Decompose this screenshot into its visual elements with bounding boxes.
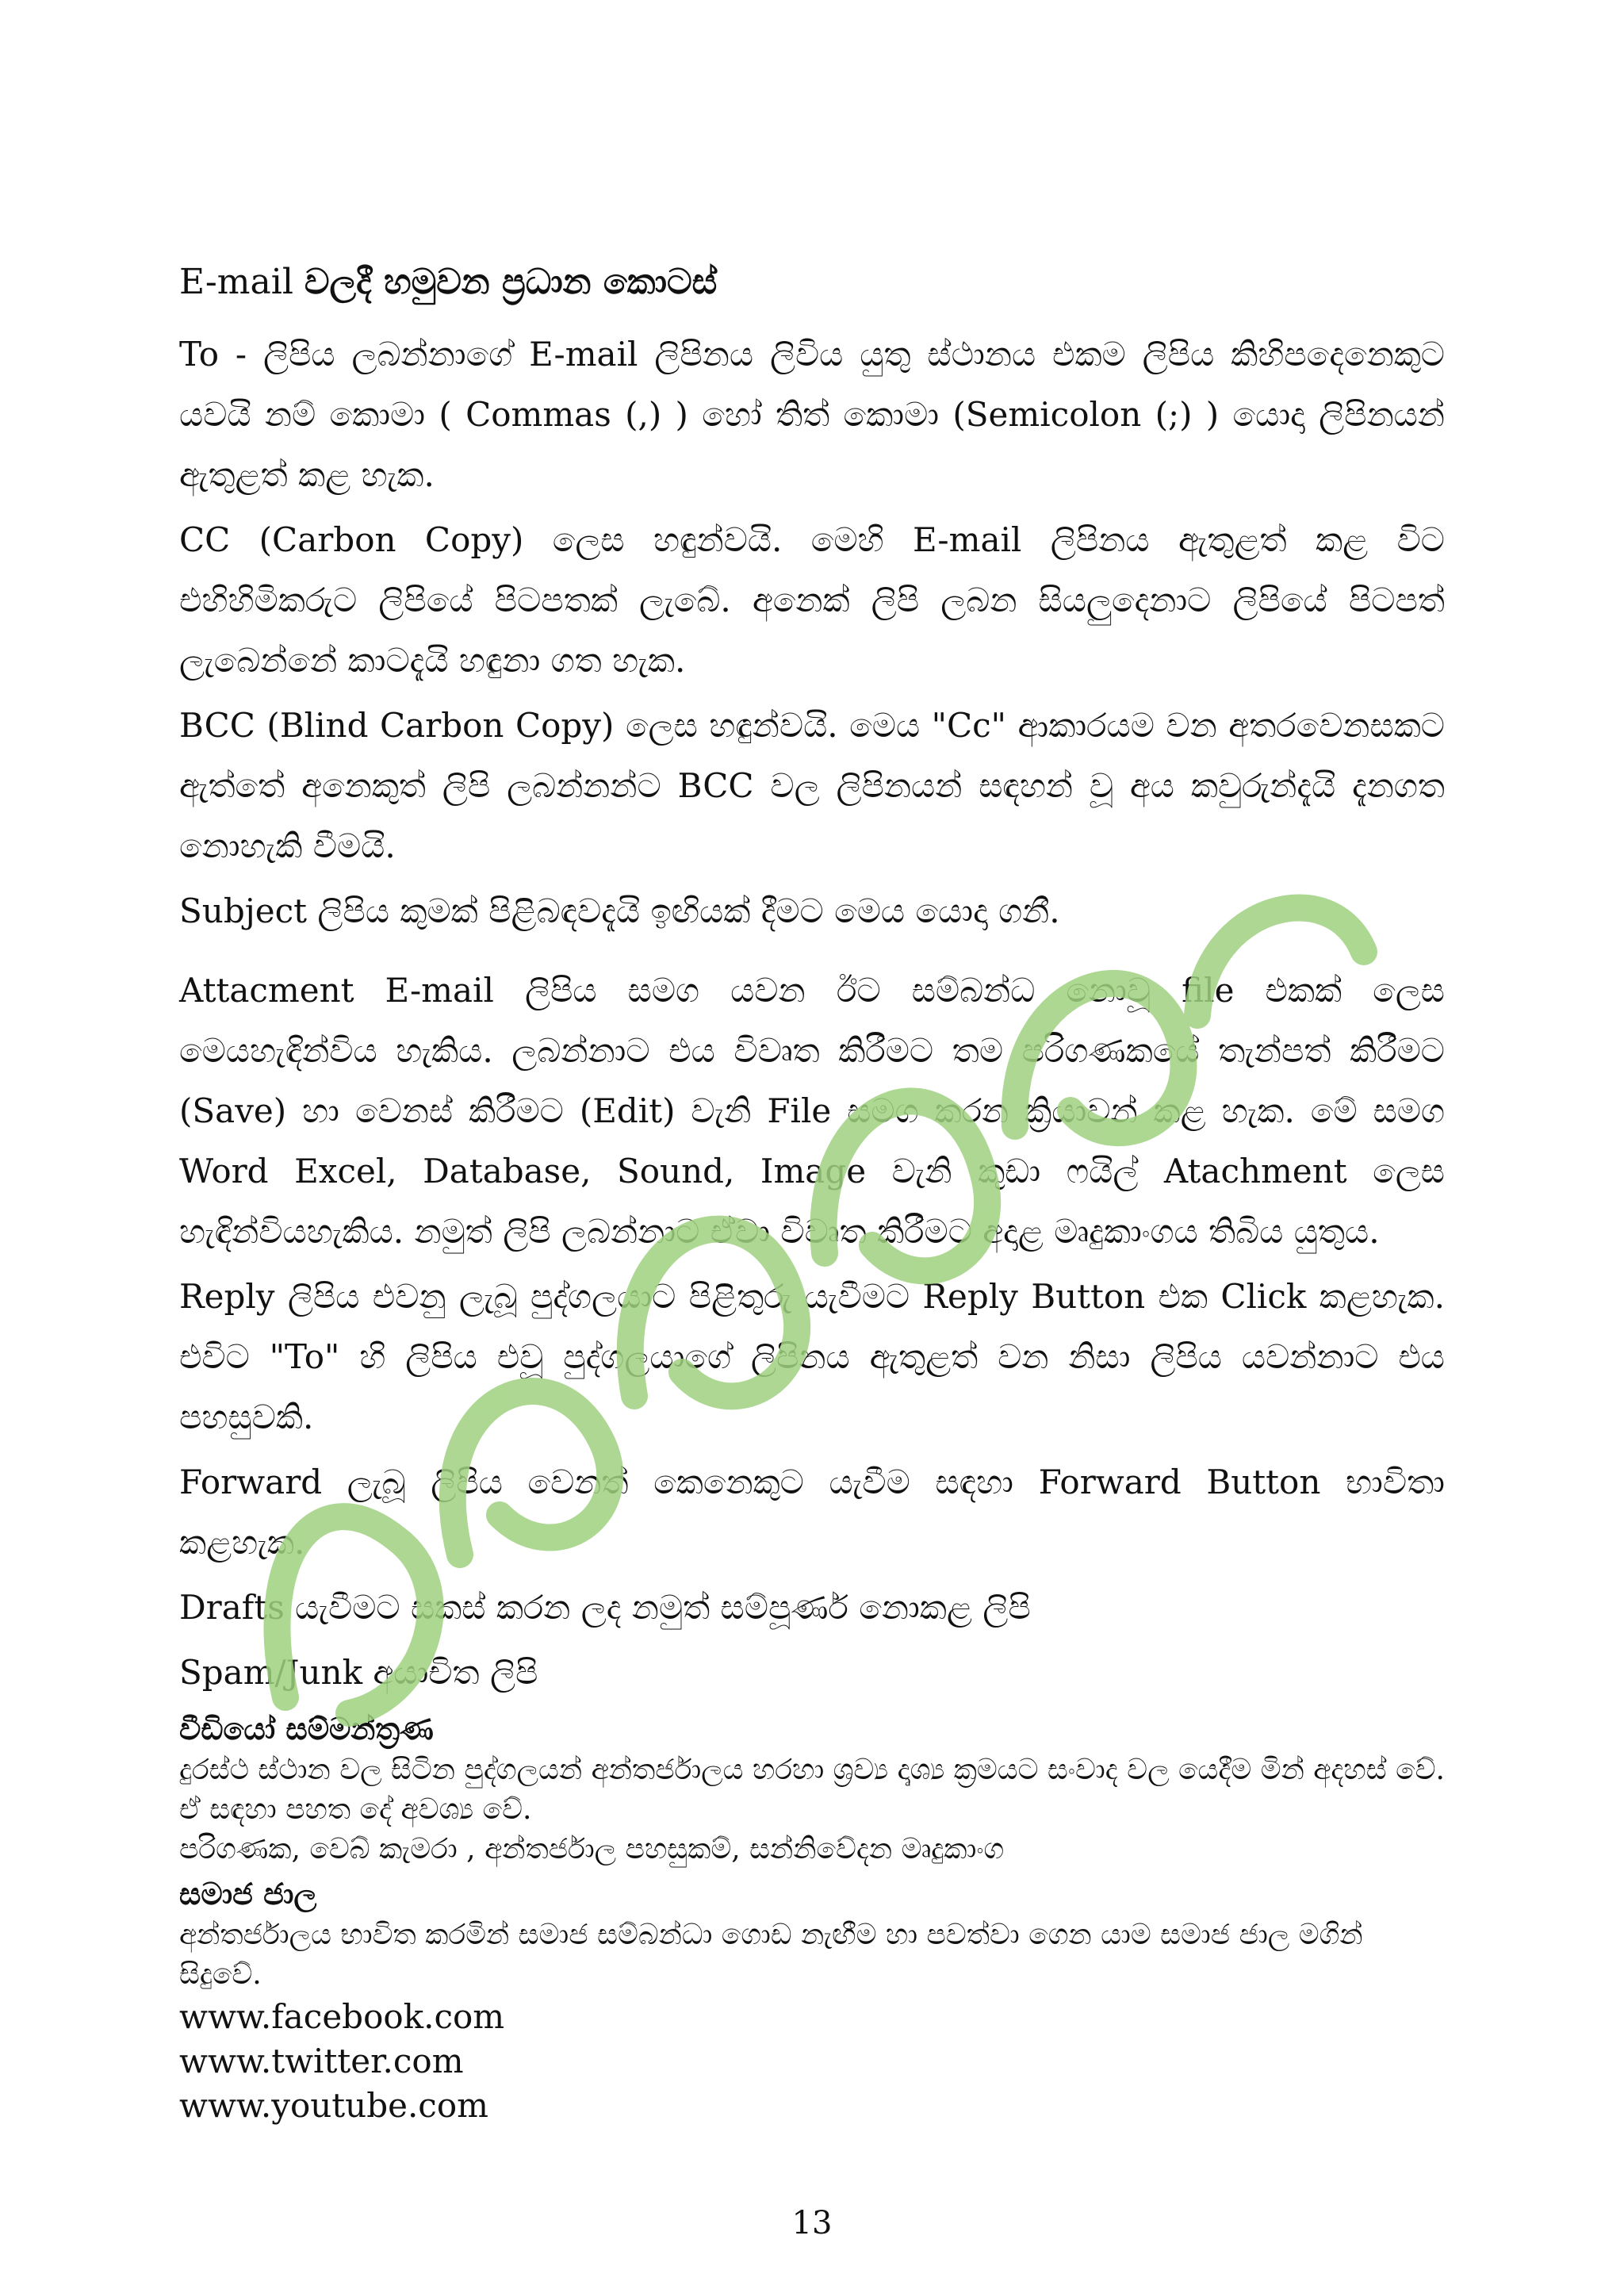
url-twitter: www.twitter.com	[179, 2042, 464, 2080]
paragraph-drafts: Drafts යැවීමට සකස් කරන ලද නමුත් සම්පූර්ණ නොකළ ලිපි	[179, 1588, 1031, 1627]
section-title-video-conference: වීඩියෝ සම්මන්ත්‍රණ	[179, 1711, 434, 1747]
page-number: 13	[791, 2205, 833, 2241]
paragraph-cc: CC (Carbon Copy) ලෙස හඳුන්වයි. මෙහි E-mail ලිපිනය ඇතුළත් කළ විට එහිහිමිකරුට ලිපියේ පිටපතක් ලැබේ. අනෙක් ලිපි ලබන සියලුදෙනාට ලිපියේ පිටපත් ලැබෙන්නේ කාටදැයි හඳුනා ගත හැක.	[179, 520, 1445, 680]
url-youtube: www.youtube.com	[179, 2086, 488, 2125]
section-line: පරිගණක, වෙබ් කැමරා , අන්තර්ජාල පහසුකම්, සන්නිවේදන මෘදුකාංග	[179, 1833, 1005, 1865]
paragraph-forward: Forward ලැබූ ලිපිය වෙනත් කෙනෙකුට යැවීම සඳහා Forward Button භාවිතා කළහැක.	[179, 1463, 1445, 1562]
paragraph-bcc: BCC (Blind Carbon Copy) ලෙස හඳුන්වයි. මෙය "Cc" ආකාරයම වන අතරවෙනසකට ඇත්තේ අනෙකුත් ලිපි ලබන්නන්ට BCC වල ලිපිනයන් සඳහන් වූ අය කවුරුන්දැයි දැනගත නොහැකි වීමයි.	[179, 706, 1445, 865]
heading-title: වලදී හමුවන ප්‍රධාන කොටස්	[304, 262, 718, 302]
section-line: අන්තර්ජාලය භාවිත කරමින් සමාජ සම්බන්ධා ගොඩ නැඟීම හා පවත්වා ගෙන යාම සමාජ ජාල මගින් සිදුවේ.	[179, 1919, 1363, 1991]
url-facebook: www.facebook.com	[179, 1997, 505, 2036]
page-heading	[179, 262, 1445, 302]
paragraph-subject: Subject ලිපිය කුමක් පිළිබඳවදැයි ඉඟියක් දීමට මෙය යොදා ගනී.	[179, 892, 1060, 930]
section-title-social-networks: සමාජ ජාල	[179, 1876, 317, 1911]
paragraph-to: To - ලිපිය ලබන්නාගේ E-mail ලිපිනය ලිවිය යුතු ස්ථානය එකම ලිපිය කිහිපදෙනෙකුට යවයි නම් කොමා ( Commas (,) ) හෝ තිත් කොමා (Semicolon (;) ) යොදා ලිපිනයන් ඇතුළත් කළ හැක.	[179, 335, 1445, 494]
document-body	[179, 262, 1445, 2128]
paragraph-spam: Spam/Junk අයාචිත ලිපි	[179, 1653, 538, 1692]
heading-prefix: E-mail	[179, 262, 293, 302]
section-line: දුරස්ථ ස්ථාන වල සිටින පුද්ගලයන් අන්තර්ජාලය හරහා ශ්‍රව්‍ය දෘශ්‍ය ක්‍රමයට සංවාද වල යෙදීම මින් අදහස් වේ. ඒ සඳහා පහත දේ අවශ්‍ය වේ.	[179, 1754, 1445, 1826]
paragraph-reply: Reply ලිපිය එවනු ලැබූ පුද්ගලයාට පිළිතුරු යැවීමට Reply Button එක Click කළහැක. එවිට "To" හි ලිපිය එවූ පුද්ගලයාගේ ලිපිනය ඇතුළත් වන නිසා ලිපිය යවන්නාට එය පහසුවකි.	[179, 1277, 1445, 1436]
paragraph-attachment: Attacment E-mail ලිපිය සමග යවන ඊට සම්බන්ධ නොවූ file එකක් ලෙස මෙයහැඳින්විය හැකිය. ලබන්නාට එය විවෘත කිරීමට තම පරිගණකයේ තැන්පත් කිරීමට (Save) හා වෙනස් කිරීමට (Edit) වැනි File සමග කරන ක්‍රියාවන් කළ හැක. මේ සමග Word Excel, Database, Sound, Image වැනි කුඩා ෆයිල් Atachment ලෙස හැඳින්වියහැකිය. නමුත් ලිපි ලබන්නාට ඒවා විවෘත කිරීමට අදාළ මෘදුකාංගය තිබිය යුතුය.	[179, 971, 1445, 1251]
